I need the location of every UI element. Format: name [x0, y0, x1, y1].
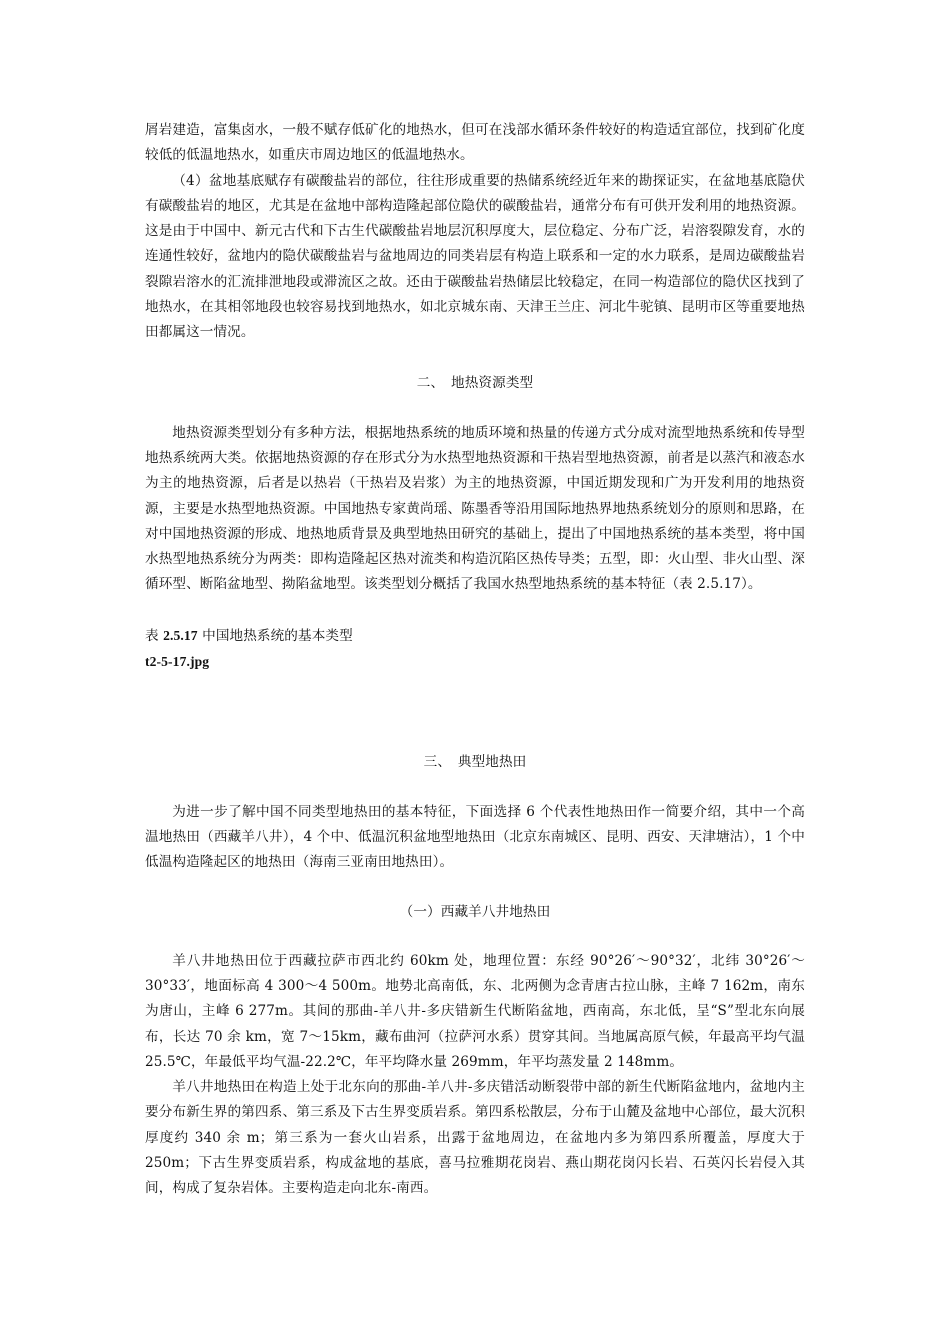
table-caption: 表 2.5.17 中国地热系统的基本类型	[145, 627, 353, 644]
subsection-heading-yangbajing: （一）西藏羊八井地热田	[399, 903, 551, 920]
paragraph-brine: 屑岩建造，富集卤水，一般不赋存低矿化的地热水，但可在浅部水循环条件较好的构造适宜部位，找到矿化度较低的低温地热水，如重庆市周边地区的低温地热水。	[145, 122, 805, 164]
section-heading-resource-types: 二、 地热资源类型	[416, 374, 534, 391]
table-image-filename: t2-5-17.jpg	[145, 653, 210, 669]
paragraph-typical-fields-intro: 为进一步了解中国不同类型地热田的基本特征，下面选择 6 个代表性地热田作一简要介绍，其中一个高温地热田（西藏羊八井），4 个中、低温沉积盆地型地热田（北京东南城区、昆明、西安、天津塘沽），1 个中低温构造隆起区的地热田（海南三亚南田地热田）。	[145, 803, 805, 871]
section-heading-typical-fields: 三、 典型地热田	[423, 753, 527, 770]
paragraph-yangbajing-location: 羊八井地热田位于西藏拉萨市西北约 60km 处，地理位置：东经 90°26′～90°32′，北纬 30°26′～30°33′，地面标高 4 300～4 500m。地势北高南低，东、北两侧为念青唐古拉山脉，主峰 7 162m，南东为唐山，主峰 6 277m。其间的那曲-羊八井-多庆错新生代断陷盆地，西南高，东北低，呈“S”型北东向展布，长达 70 余 km，宽 7～15km，藏布曲河（拉萨河水系）贯穿其间。当地属高原气候，年最高平均气温 25.5℃，年最低平均气温-22.2℃，年平均降水量 269mm，年平均蒸发量 2 148mm。	[145, 952, 805, 1070]
table-number: 2.5.17	[163, 627, 198, 643]
paragraph-yangbajing-geology: 羊八井地热田在构造上处于北东向的那曲-羊八井-多庆错活动断裂带中部的新生代断陷盆地内，盆地内主要分布新生界的第四系、第三系及下古生界变质岩系。第四系松散层，分布于山麓及盆地中心部位，最大沉积厚度约 340 余 m；第三系为一套火山岩系，出露于盆地周边，在盆地内多为第四系所覆盖，厚度大于 250m；下古生界变质岩系，构成盆地的基底，喜马拉雅期花岗岩、燕山期花岗闪长岩、石英闪长岩侵入其间，构成了复杂岩体。主要构造走向北东-南西。	[145, 1079, 805, 1197]
document-page	[145, 118, 805, 1202]
paragraph-carbonate-reservoir: （4）盆地基底赋存有碳酸盐岩的部位，往往形成重要的热储系统经近年来的勘探证实，在盆地基底隐伏有碳酸盐岩的地区，尤其是在盆地中部构造隆起部位隐伏的碳酸盐岩，通常分布有可供开发利用的地热资源。这是由于中国中、新元古代和下古生代碳酸盐岩地层沉积厚度大，层位稳定、分布广泛，岩溶裂隙发育，水的连通性较好，盆地内的隐伏碳酸盐岩与盆地周边的同类岩层有构造上联系和一定的水力联系，是周边碳酸盐岩裂隙岩溶水的汇流排泄地段或滞流区之故。还由于碳酸盐岩热储层比较稳定，在同一构造部位的隐伏区找到了地热水，在其相邻地段也较容易找到地热水，如北京城东南、天津王兰庄、河北牛驼镇、昆明市区等重要地热田都属这一情况。	[145, 172, 805, 341]
paragraph-resource-types: 地热资源类型划分有多种方法，根据地热系统的地质环境和热量的传递方式分成对流型地热系统和传导型地热系统两大类。依据地热资源的存在形式分为水热型地热资源和干热岩型地热资源，前者是以蒸汽和液态水为主的地热资源，后者是以热岩（干热岩及岩浆）为主的地热资源，中国近期发现和广为开发利用的地热资源，主要是水热型地热资源。中国地热专家黄尚瑶、陈墨香等沿用国际地热界地热系统划分的原则和思路，在对中国地热资源的形成、地热地质背景及典型地热田研究的基础上，提出了中国地热系统的基本类型，将中国水热型地热系统分为两类：即构造隆起区热对流类和构造沉陷区热传导类；五型，即：火山型、非火山型、深循环型、断陷盆地型、拗陷盆地型。该类型划分概括了我国水热型地热系统的基本特征（表 2.5.17）。	[145, 424, 805, 593]
